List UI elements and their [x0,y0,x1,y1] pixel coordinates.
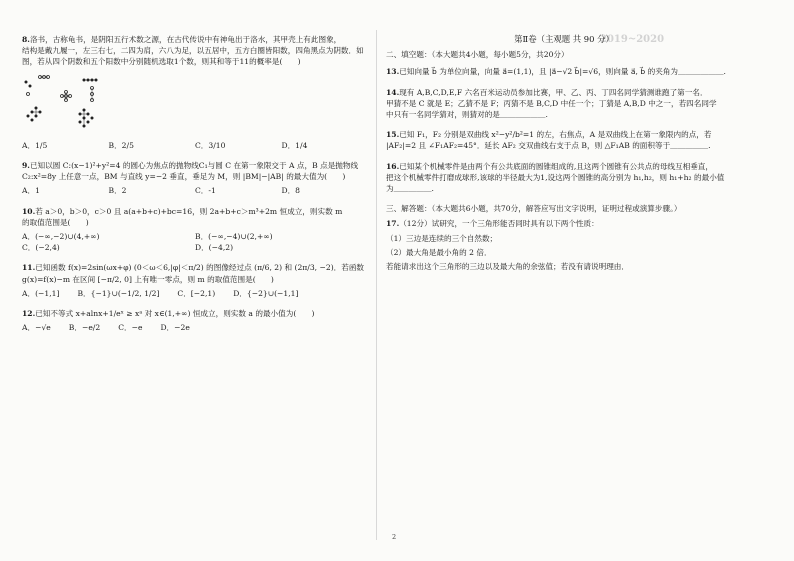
q9-option-c: C．-1 [195,186,216,196]
q9-option-d: D．8 [281,186,301,196]
fill-in-heading: 二、填空题：（本大题共4小题，每小题5分，共20分） [386,50,569,60]
question-13: 13.已知向量 b⃗ 为单位向量，向量 a⃗=(1,1)，且 |a⃗−√2 b⃗|=√6，则向量 a⃗, b⃗ 的夹角为＿＿＿＿＿＿. [386,67,726,77]
question-15: 15.已知 F₁，F₂ 分别是双曲线 x²−y²/b²=1 的左，右焦点，A 是双曲线上在第一象限内的点，若 |AF₂|=2 且 ∠F₁AF₂=45°．延长 AF₂ 交双曲线右支于点 B，则 △F₁AB 的面积等于＿＿＿＿＿. [386,130,712,151]
q9-options [22,185,368,196]
q10-option-d: D．(−4,2) [195,243,234,253]
question-12: 12.已知不等式 x+alnx+1/eˣ ≥ xᵃ 对 x∈(1,+∞) 恒成立，则实数 a 的最小值为( ) A．−√e B．−e/2 C．−e D．−2e [22,308,368,333]
question-14: 14.现有 A,B,C,D,E,F 六名百米运动员参加比赛，甲、乙、丙、丁四名同学猜测谁跑了第一名． 甲猜不是 C 就是 E；乙猜不是 F；丙猜不是 B,C,D 中任一个；丁猜是 A,B,D 中之一，若四名同学 中只有一名同学猜对，则猜对的是＿＿＿＿＿＿. [386,87,717,120]
question-8: 8.洛书，古称龟书，是阴阳五行术数之源，在古代传说中有神龟出于洛水，其甲壳上有此图象， 结构是戴九履一，左三右七，二四为肩，六八为足，以五居中，五方白圈皆阳数，四角黑点为阴数．如 图，若从四个阴数和五个阳数中分别随机选取1个数，则其和等于11的概率是( ) A．1/5 B．2/5 C．3/10 D．1/4 [22,34,368,151]
q11-options [22,288,368,299]
q12-option-d: D．−2e [160,323,190,333]
question-11: 11.已知函数 f(x)=2sin(ωx+φ) (0＜ω＜6,|φ|＜π/2) 的图像经过点 (π/6, 2) 和 (2π/3, −2)．若函数 g(x)=f(x)−m 在区间 [−π/2, 0] 上有唯一零点，则 m 的取值范围是( ) A．(−1,1] B．{−1}∪(−1/2, 1/2] C．[−2,1) D．{−2}∪(−1,1] [22,262,368,299]
q10-option-a: A．(−∞,−2)∪(4,+∞) [22,232,100,242]
q8-option-a: A．1/5 [22,140,48,150]
q11-option-d: D．{−2}∪(−1,1] [233,288,299,298]
question-16: 16.已知某个机械零件是由两个有公共底面的圆锥组成的,且这两个圆锥有公共点的母线互相垂直， 把这个机械零件打磨成球形,该球的半径最大为1,设这两个圆锥的高分别为 h₁,h₂，则 h₁+h₂ 的最小值 为＿＿＿＿＿. [386,161,725,194]
q12-option-b: B．−e/2 [68,323,101,333]
question-9: 9.已知以圆 C:(x−1)²+y²=4 的圆心为焦点的抛物线C₁与圆 C 在第一象限交于 A 点，B 点是抛物线 C₂:x²=8y 上任意一点，BM 与直线 y=−2 垂直，垂足为 M，则 |BM|−|AB| 的最大值为( ) A．1 B．2 C．-1 D．8 [22,160,368,197]
faint-watermark: 2019~2020 [600,34,665,45]
right-column [386,34,742,281]
q12-option-a: A．−√e [22,323,51,333]
q8-option-b: B．2/5 [108,140,134,150]
answer-section-heading: 三、解答题：（本大题共6小题，共70分，解答应写出文字说明，证明过程或演算步骤。） [386,204,682,214]
q10-option-b: B．(−∞,−4)∪(2,+∞) [195,232,273,242]
q9-option-a: A．1 [22,186,40,196]
q11-option-c: C．[−2,1) [177,288,216,298]
left-column [22,34,368,342]
question-10: 10.若 a＞0，b＞0，c＞0 且 a(a+b+c)+bc=16，则 2a+b+c＞m³+2m 恒成立，则实数 m 的取值范围是( ) A．(−∞,−2)∪(4,+∞) B．(−∞,−4)∪(2,+∞) C．(−2,4) D．(−4,2) [22,206,368,254]
q10-option-c: C．(−2,4) [22,243,60,253]
q9-option-b: B．2 [108,186,127,196]
column-divider [376,30,377,540]
q11-option-a: A．(−1,1] [22,288,60,298]
q8-option-d: D．1/4 [281,140,308,150]
luoshu-diagram [22,72,112,128]
q12-options [22,322,368,333]
section-title: 第Ⅱ卷（主观题 共 90 分） [514,34,614,44]
page-number: 2 [392,533,397,541]
question-17: 17.（12分）试研究，一个三角形能否同时具有以下两个性质： （1）三边是连续的三个自然数； （2）最大角是最小角的 2 倍． 若能请求出这个三角形的三边以及最大角的余弦值；若没有请说明理由． [386,219,629,272]
q8-option-c: C．3/10 [195,140,226,150]
q10-options [22,231,368,253]
q11-option-b: B．{−1}∪(−1/2, 1/2] [77,288,160,298]
q12-option-c: C．−e [118,323,143,333]
q8-options [22,140,368,151]
